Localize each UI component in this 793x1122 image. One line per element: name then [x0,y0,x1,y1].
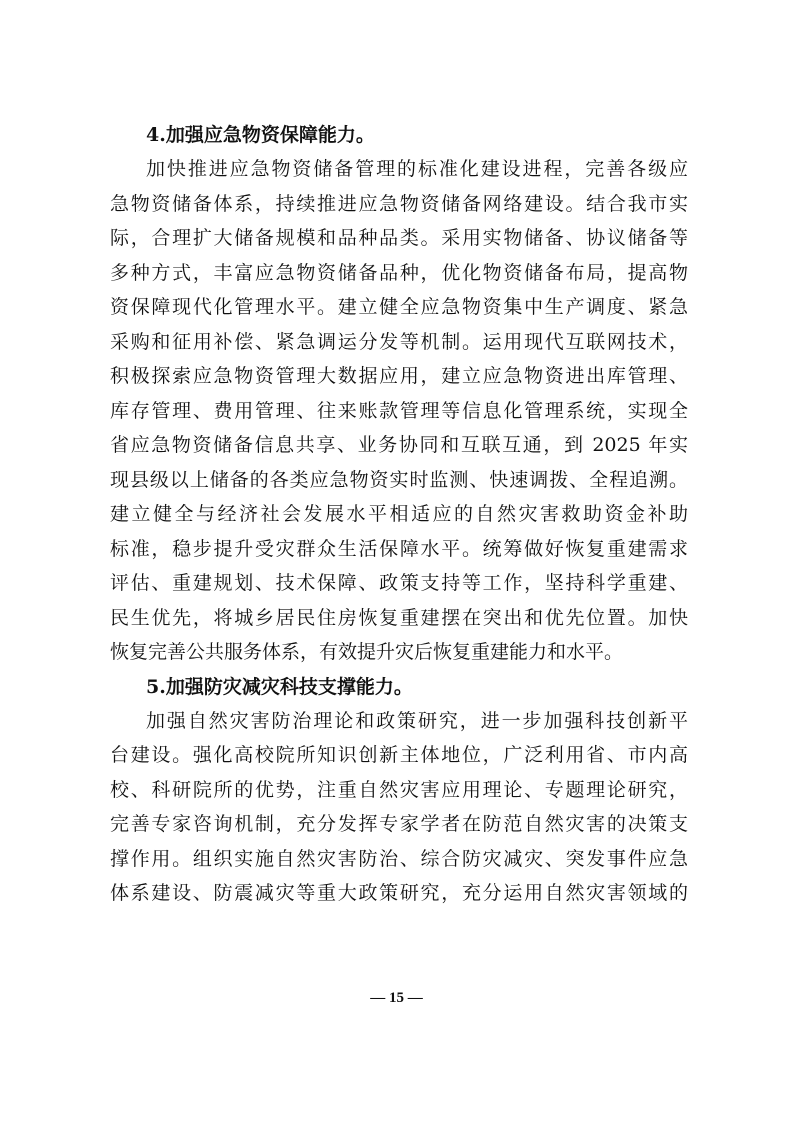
text-line: 民生优先，将城乡居民住房恢复重建摆在突出和优先位置。加快 [110,606,688,629]
text-line: 恢复完善公共服务体系，有效提升灾后恢复重建能力和水平。 [110,641,624,663]
text-line: 采购和征用补偿、紧急调运分发等机制。运用现代互联网技术， [110,330,688,353]
text-line: 多种方式，丰富应急物资储备品种，优化物资储备布局，提高物 [110,261,688,284]
text-line: 库存管理、费用管理、往来账款管理等信息化管理系统，实现全 [110,399,688,422]
text-line: 标准，稳步提升受灾群众生活保障水平。统筹做好恢复重建需求 [110,537,688,560]
text-line: 资保障现代化管理水平。建立健全应急物资集中生产调度、紧急 [110,296,688,318]
text-line: 加快推进应急物资储备管理的标准化建设进程，完善各级应 [146,158,688,180]
document-body [110,118,688,911]
text-line: 际，合理扩大储备规模和品种品类。采用实物储备、协议储备等 [110,227,688,249]
text-line: 台建设。强化高校院所知识创新主体地位，广泛利用省、市内高 [110,744,688,766]
text-line: 省应急物资储备信息共享、业务协同和互联互通，到 2025 年实 [110,434,688,456]
text-line: 体系建设、防震减灾等重大政策研究，充分运用自然灾害领域的 [110,882,688,904]
text-line: 完善专家咨询机制，充分发挥专家学者在防范自然灾害的决策支 [110,813,688,835]
text-line: 校、科研院所的优势，注重自然灾害应用理论、专题理论研究， [110,778,688,801]
section-4-heading: 4.加强应急物资保障能力。 [146,124,375,146]
text-line: 积极探索应急物资管理大数据应用，建立应急物资进出库管理、 [110,365,688,387]
text-line: 评估、重建规划、技术保障、政策支持等工作，坚持科学重建、 [110,572,688,594]
page-number: — 15 — [370,990,423,1006]
text-line: 加强自然灾害防治理论和政策研究，进一步加强科技创新平 [146,709,688,732]
text-line: 建立健全与经济社会发展水平相适应的自然灾害救助资金补助 [110,503,688,525]
text-line: 撑作用。组织实施自然灾害防治、综合防灾减灾、突发事件应急 [110,847,688,870]
text-line: 现县级以上储备的各类应急物资实时监测、快速调拨、全程追溯。 [110,468,688,491]
section-4-paragraph [110,152,688,670]
section-5-heading: 5.加强防灾减灾科技支撑能力。 [146,675,413,698]
section-5-paragraph [110,704,688,911]
text-line: 急物资储备体系，持续推进应急物资储备网络建设。结合我市实 [110,192,688,215]
